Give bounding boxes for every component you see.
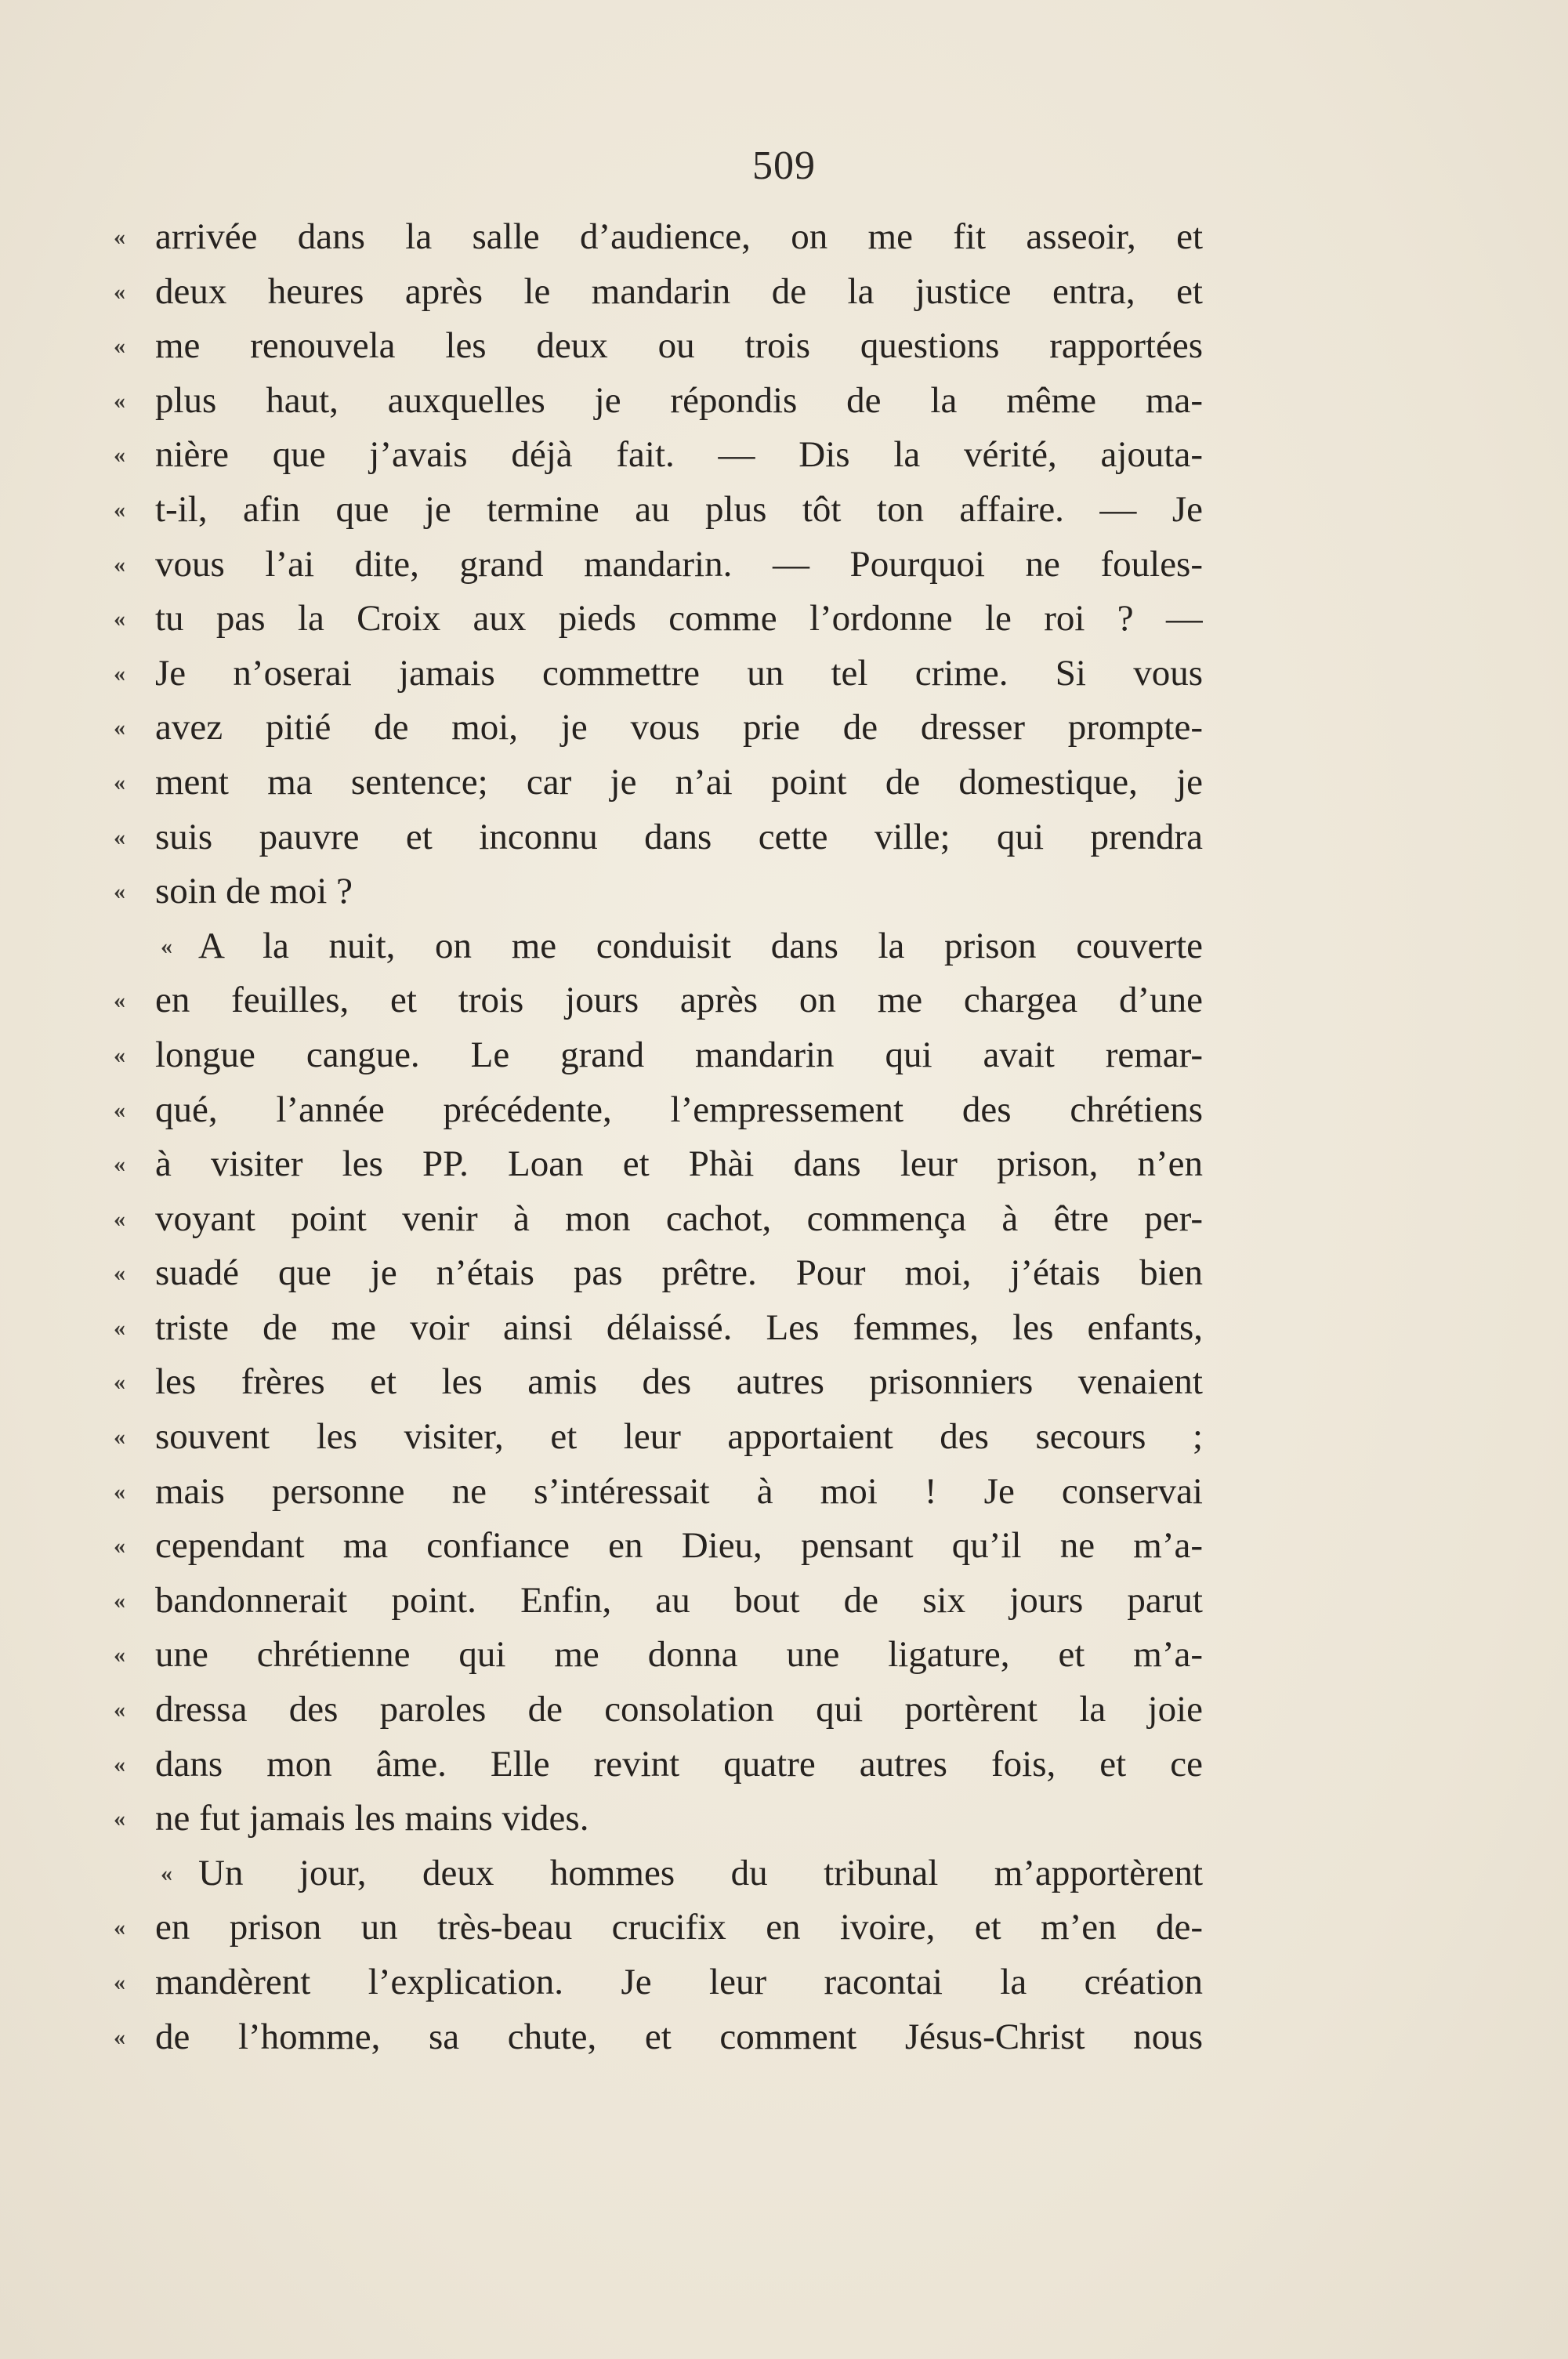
text-line: [114, 1410, 1203, 1465]
guillemet-mark: «: [114, 606, 125, 632]
line-text: dressa des paroles de consolation qui portèrent la joie: [155, 1689, 1203, 1730]
guillemet-mark: «: [114, 333, 125, 360]
text-line: [114, 483, 1203, 538]
guillemet-mark: «: [161, 1860, 172, 1886]
guillemet-mark: «: [114, 1151, 125, 1178]
line-text: souvent les visiter, et leur apportaient des secours ;: [155, 1416, 1203, 1458]
guillemet-mark: «: [114, 1096, 125, 1123]
line-text: ne fut jamais les mains vides.: [155, 1798, 589, 1839]
text-line: [114, 1301, 1203, 1356]
line-text: mandèrent l’explication. Je leur racontai la création: [155, 1962, 1203, 2002]
text-line: [114, 973, 1203, 1028]
line-text: les frères et les amis des autres prisonniers venaient: [155, 1361, 1203, 1403]
line-text: Un jour, deux hommes du tribunal m’apportèrent: [198, 1852, 1203, 1893]
guillemet-mark: «: [114, 278, 125, 305]
line-text: soin de moi ?: [155, 871, 353, 912]
line-text: qué, l’année précédente, l’empressement des chrétiens: [155, 1089, 1203, 1130]
text-line: [114, 701, 1203, 756]
guillemet-mark: «: [114, 1533, 125, 1560]
text-line: [114, 1901, 1203, 1955]
text-line: [114, 1246, 1203, 1301]
text-line: [114, 428, 1203, 483]
guillemet-mark: «: [114, 224, 125, 250]
text-line: [114, 1628, 1203, 1683]
text-line: [114, 1955, 1203, 2010]
text-line: [114, 592, 1203, 647]
line-text: A la nuit, on me conduisit dans la prison couverte: [198, 925, 1203, 966]
text-line: [114, 319, 1203, 374]
line-text: de l’homme, sa chute, et comment Jésus-Christ nous: [155, 2016, 1203, 2057]
line-text: ment ma sentence; car je n’ai point de domestique, je: [155, 761, 1203, 803]
text-line: [114, 210, 1203, 265]
text-block: [114, 210, 1203, 2064]
line-text: cependant ma confiance en Dieu, pensant qu’il ne m’a-: [155, 1525, 1203, 1567]
text-line: [114, 265, 1203, 320]
guillemet-mark: «: [161, 933, 172, 959]
guillemet-mark: «: [114, 1424, 125, 1451]
line-text: me renouvela les deux ou trois questions rapportées: [155, 325, 1203, 367]
line-text: voyant point venir à mon cachot, commença à être per-: [155, 1198, 1203, 1239]
guillemet-mark: «: [114, 824, 125, 850]
line-text: suadé que je n’étais pas prêtre. Pour moi, j’étais bien: [155, 1252, 1203, 1294]
text-line: [114, 1519, 1203, 1574]
line-text: tu pas la Croix aux pieds comme l’ordonne le roi ? —: [155, 598, 1203, 640]
line-text: en feuilles, et trois jours après on me chargea d’une: [155, 980, 1203, 1021]
line-text: en prison un très-beau crucifix en ivoire, et m’en de-: [155, 1907, 1203, 1948]
line-text: deux heures après le mandarin de la justice entra, et: [155, 270, 1203, 312]
line-text: vous l’ai dite, grand mandarin. — Pourquoi ne foules-: [155, 543, 1203, 585]
guillemet-mark: «: [114, 1915, 125, 1941]
text-line: [114, 1846, 1203, 1901]
guillemet-mark: «: [114, 987, 125, 1014]
line-text: t-il, afin que je termine au plus tôt ton affaire. — Je: [155, 488, 1203, 530]
text-line: [114, 1465, 1203, 1520]
line-text: plus haut, auxquelles je répondis de la même ma-: [155, 379, 1203, 421]
line-text: suis pauvre et inconnu dans cette ville; qui prendra: [155, 816, 1203, 857]
guillemet-mark: «: [114, 769, 125, 795]
guillemet-mark: «: [114, 1806, 125, 1832]
guillemet-mark: «: [114, 387, 125, 414]
text-line: [114, 1574, 1203, 1629]
line-text: nière que j’avais déjà fait. — Dis la vérité, ajouta-: [155, 434, 1203, 476]
guillemet-mark: «: [114, 551, 125, 578]
guillemet-mark: «: [114, 1969, 125, 1995]
guillemet-mark: «: [114, 496, 125, 523]
line-text: Je n’oserai jamais commettre un tel crime. Si vous: [155, 652, 1203, 694]
guillemet-mark: «: [114, 1642, 125, 1669]
text-line: [114, 647, 1203, 701]
page-number: 509: [752, 143, 816, 188]
text-line: [114, 1738, 1203, 1792]
line-text: une chrétienne qui me donna une ligature, et m’a-: [155, 1634, 1203, 1676]
text-line: [114, 538, 1203, 592]
line-text: avez pitié de moi, je vous prie de dresser prompte-: [155, 707, 1203, 748]
guillemet-mark: «: [114, 1587, 125, 1614]
guillemet-mark: «: [114, 1697, 125, 1723]
text-line: [114, 864, 1203, 919]
guillemet-mark: «: [114, 1369, 125, 1396]
text-line: [114, 2010, 1203, 2065]
text-line: [114, 1137, 1203, 1192]
text-line: [114, 1028, 1203, 1083]
guillemet-mark: «: [114, 1205, 125, 1232]
guillemet-mark: «: [114, 1751, 125, 1777]
line-text: bandonnerait point. Enfin, au bout de six jours parut: [155, 1579, 1203, 1621]
text-line: [114, 1355, 1203, 1410]
guillemet-mark: «: [114, 442, 125, 469]
guillemet-mark: «: [114, 1478, 125, 1505]
text-line: [114, 374, 1203, 429]
text-line: [114, 756, 1203, 810]
text-line: [114, 1792, 1203, 1846]
text-line: [114, 1083, 1203, 1138]
guillemet-mark: «: [114, 1260, 125, 1287]
line-text: arrivée dans la salle d’audience, on me fit asseoir, et: [155, 216, 1203, 257]
line-text: triste de me voir ainsi délaissé. Les femmes, les enfants,: [155, 1306, 1203, 1348]
guillemet-mark: «: [114, 1042, 125, 1068]
guillemet-mark: «: [114, 1314, 125, 1341]
line-text: à visiter les PP. Loan et Phài dans leur prison, n’en: [155, 1143, 1203, 1185]
text-line: [114, 1683, 1203, 1738]
line-text: dans mon âme. Elle revint quatre autres fois, et ce: [155, 1743, 1203, 1785]
guillemet-mark: «: [114, 2024, 125, 2050]
line-text: longue cangue. Le grand mandarin qui avait remar-: [155, 1034, 1203, 1075]
guillemet-mark: «: [114, 715, 125, 741]
guillemet-mark: «: [114, 879, 125, 905]
text-line: [114, 1192, 1203, 1247]
text-line: [114, 919, 1203, 974]
text-line: [114, 810, 1203, 865]
line-text: mais personne ne s’intéressait à moi ! Je conservai: [155, 1470, 1203, 1512]
guillemet-mark: «: [114, 660, 125, 687]
